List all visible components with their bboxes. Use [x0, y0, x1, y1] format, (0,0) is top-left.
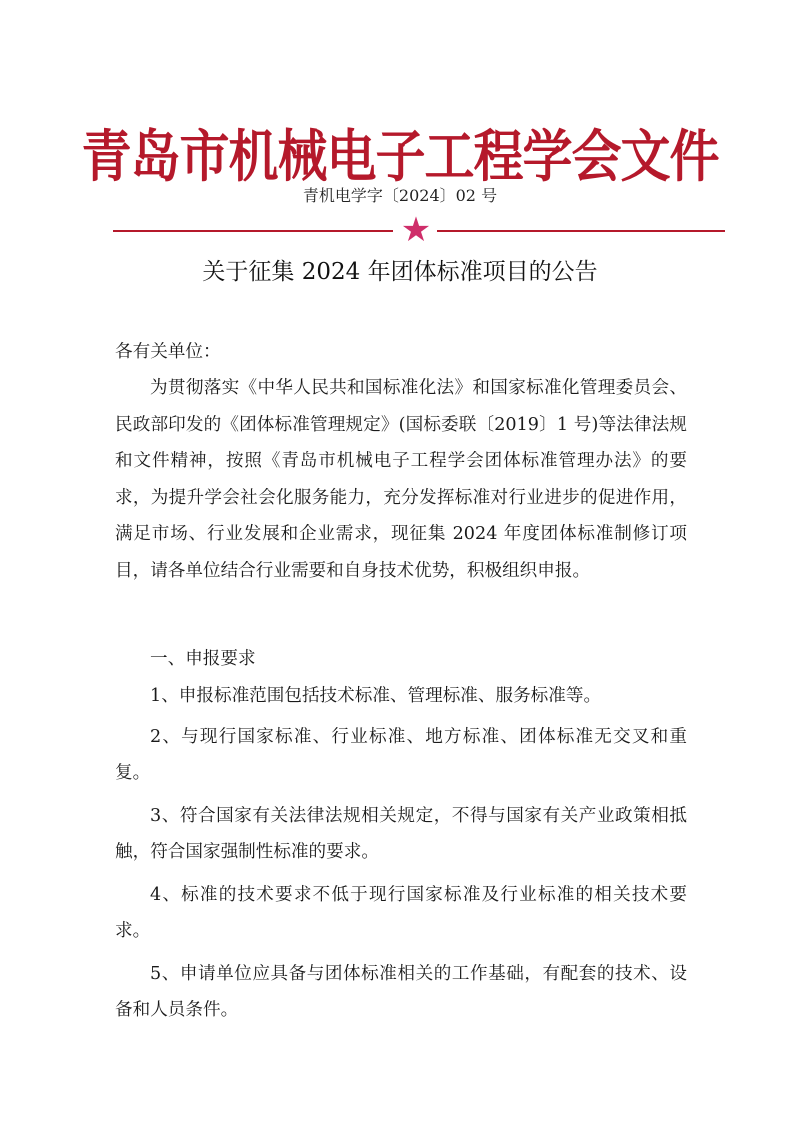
list-item: 4、标准的技术要求不低于现行国家标准及行业标准的相关技术要求。 — [115, 884, 687, 941]
salutation: 各有关单位： — [115, 342, 221, 362]
requirements-section — [115, 641, 687, 678]
header-divider-right — [437, 230, 725, 232]
notice-title: 关于征集 2024 年团体标准项目的公告 — [202, 259, 598, 285]
document-number: 青机电学字〔2024〕02 号 — [302, 186, 498, 205]
organization-header: 青岛市机械电子工程学会文件 — [81, 123, 719, 190]
section-heading: 一、申报要求 — [150, 649, 256, 669]
list-item: 2、与现行国家标准、行业标准、地方标准、团体标准无交叉和重复。 — [115, 726, 687, 783]
list-item: 1、申报标准范围包括技术标准、管理标准、服务标准等。 — [150, 686, 602, 706]
list-item: 3、符合国家有关法律法规相关规定，不得与国家有关产业政策相抵触，符合国家强制性标准的要求。 — [115, 805, 687, 862]
intro-paragraph: 为贯彻落实《中华人民共和国标准化法》和国家标准化管理委员会、民政部印发的《团体标准管理规定》(国标委联〔2019〕1 号)等法律法规和文件精神，按照《青岛市机械电子工程学会团体标准管理办法》的要求，为提升学会社会化服务能力，充分发挥标准对行业进步的促进作用，满足市场、行业发展和企业需求，现征集 2024 年度团体标准制修订项目，请各单位结合行业需要和自身技术优势，积极组织申报。 — [115, 378, 687, 581]
notice-body — [115, 370, 687, 589]
list-item: 5、申请单位应具备与团体标准相关的工作基础，有配套的技术、设备和人员条件。 — [115, 963, 687, 1020]
star-icon: ★ — [400, 210, 432, 250]
requirements-list — [115, 678, 687, 1029]
header-divider-left — [113, 230, 393, 232]
